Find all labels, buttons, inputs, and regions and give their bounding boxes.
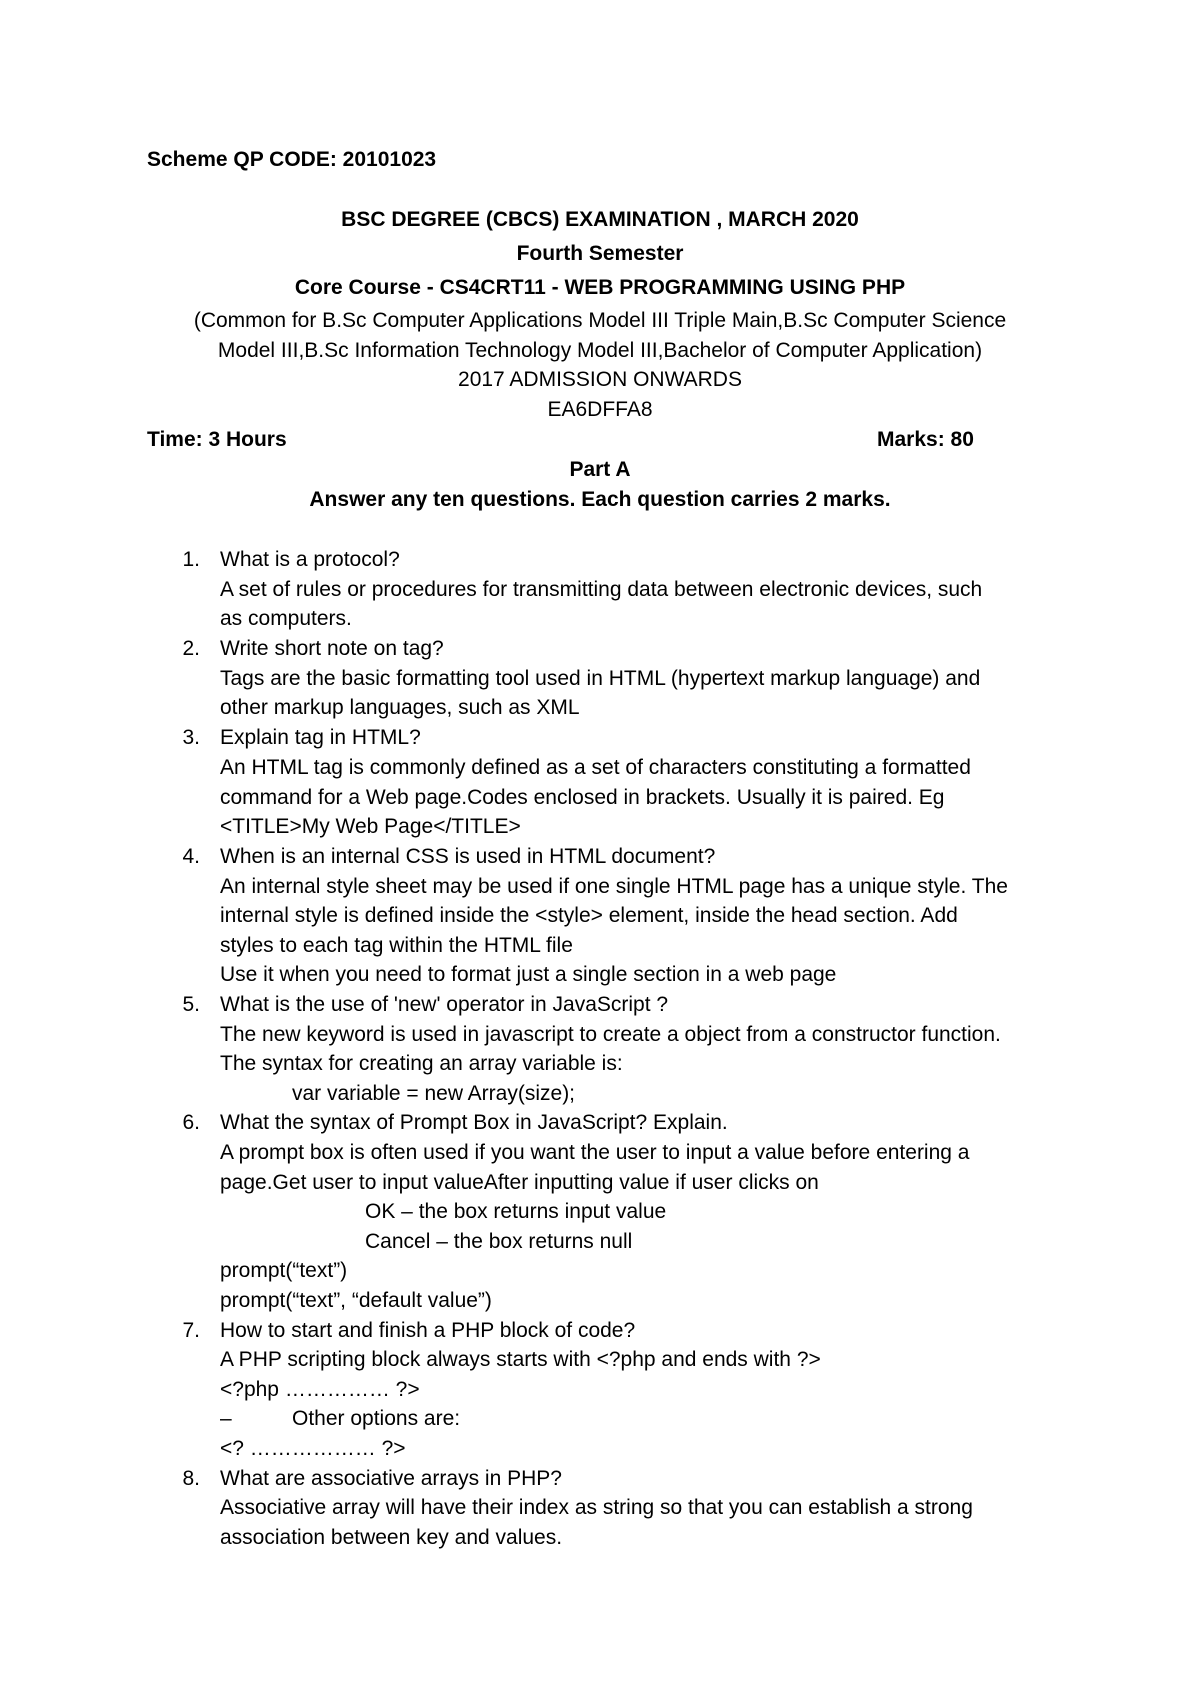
question-text: When is an internal CSS is used in HTML document? xyxy=(220,845,716,868)
scheme-code: Scheme QP CODE: 20101023 xyxy=(147,148,437,171)
answer-line: A PHP scripting block always starts with <?php and ends with ?> xyxy=(220,1348,821,1371)
other-options-label: Other options are: xyxy=(292,1407,461,1430)
part-heading: Part A xyxy=(569,458,631,481)
question-number: 6. xyxy=(182,1111,200,1134)
answer-line: command for a Web page.Codes enclosed in brackets. Usually it is paired. Eg xyxy=(220,786,945,809)
answer-line: A set of rules or procedures for transmitting data between electronic devices, such xyxy=(220,578,983,601)
question-text: Write short note on tag? xyxy=(220,637,444,660)
short-tag-line: <? ……………… ?> xyxy=(220,1437,406,1460)
code-line: var variable = new Array(size); xyxy=(292,1082,576,1105)
common-for-line-2: Model III,B.Sc Information Technology Model III,Bachelor of Computer Application) xyxy=(217,339,983,362)
question-number: 5. xyxy=(182,993,200,1016)
answer-line: page.Get user to input valueAfter inputting value if user clicks on xyxy=(220,1171,819,1194)
time-allowed: Time: 3 Hours xyxy=(147,428,287,451)
exam-title: BSC DEGREE (CBCS) EXAMINATION , MARCH 2020 xyxy=(341,208,859,231)
question-number: 7. xyxy=(182,1319,200,1342)
question-number: 4. xyxy=(182,845,200,868)
answer-line: <TITLE>My Web Page</TITLE> xyxy=(220,815,521,838)
syntax-line: prompt(“text”) xyxy=(220,1259,348,1282)
option-line: Cancel – the box returns null xyxy=(365,1230,633,1253)
semester: Fourth Semester xyxy=(516,242,684,265)
syntax-line: prompt(“text”, “default value”) xyxy=(220,1289,492,1312)
paper-id: EA6DFFA8 xyxy=(547,398,653,421)
question-number: 3. xyxy=(182,726,200,749)
option-line: OK – the box returns input value xyxy=(365,1200,667,1223)
question-text: What is a protocol? xyxy=(220,548,400,571)
question-text: Explain tag in HTML? xyxy=(220,726,421,749)
total-marks: Marks: 80 xyxy=(877,428,974,451)
answer-line: The syntax for creating an array variable is: xyxy=(220,1052,623,1075)
answer-line: Tags are the basic formatting tool used in HTML (hypertext markup language) and xyxy=(220,667,981,690)
admission-line: 2017 ADMISSION ONWARDS xyxy=(458,368,742,391)
question-number: 2. xyxy=(182,637,200,660)
question-text: What the syntax of Prompt Box in JavaScript? Explain. xyxy=(220,1111,728,1134)
answer-line: other markup languages, such as XML xyxy=(220,696,580,719)
answer-line: <?php …………… ?> xyxy=(220,1378,420,1401)
dash-bullet: – xyxy=(220,1407,232,1430)
answer-line: Use it when you need to format just a single section in a web page xyxy=(220,963,837,986)
question-text: What is the use of 'new' operator in JavaScript ? xyxy=(220,993,669,1016)
answer-line: association between key and values. xyxy=(220,1526,563,1549)
common-for-line-1: (Common for B.Sc Computer Applications Model III Triple Main,B.Sc Computer Science xyxy=(193,309,1007,332)
answer-line: An internal style sheet may be used if one single HTML page has a unique style. The xyxy=(220,875,1008,898)
answer-line: The new keyword is used in javascript to create a object from a constructor function. xyxy=(220,1023,1001,1046)
answer-line: internal style is defined inside the <style> element, inside the head section. Add xyxy=(220,904,958,927)
answer-line: as computers. xyxy=(220,607,352,630)
question-number: 1. xyxy=(182,548,200,571)
answer-line: A prompt box is often used if you want the user to input a value before entering a xyxy=(220,1141,970,1164)
answer-line: styles to each tag within the HTML file xyxy=(220,934,573,957)
answer-line: Associative array will have their index as string so that you can establish a strong xyxy=(220,1496,973,1519)
course-title: Core Course - CS4CRT11 - WEB PROGRAMMING USING PHP xyxy=(294,276,906,299)
answer-line: An HTML tag is commonly defined as a set of characters constituting a formatted xyxy=(220,756,971,779)
instruction: Answer any ten questions. Each question carries 2 marks. xyxy=(309,488,891,511)
question-text: How to start and finish a PHP block of code? xyxy=(220,1319,636,1342)
question-text: What are associative arrays in PHP? xyxy=(220,1467,562,1490)
question-number: 8. xyxy=(182,1467,200,1490)
